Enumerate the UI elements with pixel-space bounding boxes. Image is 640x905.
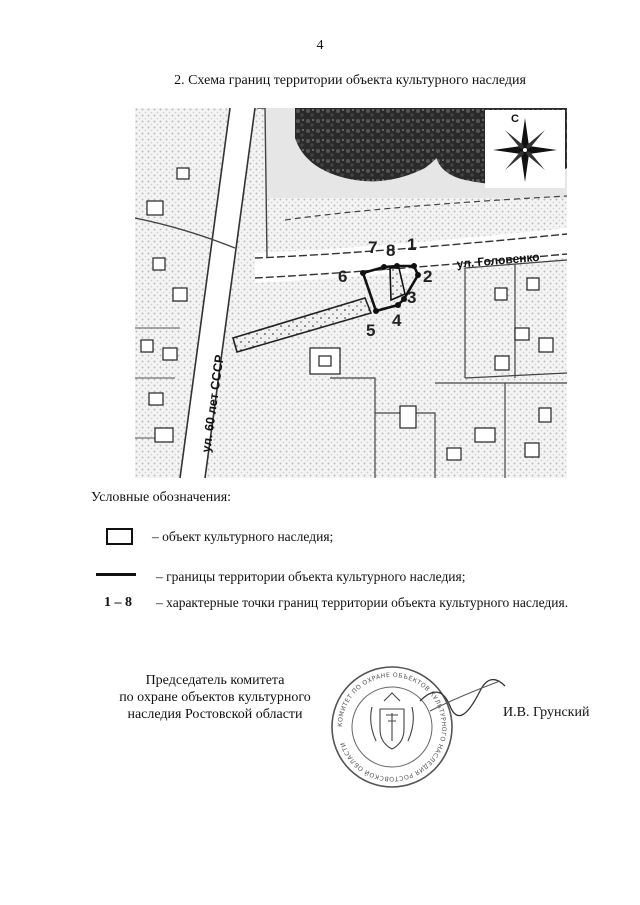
signatory-position-line: Председатель комитета	[145, 673, 285, 688]
signatory-position-line: наследия Ростовской области	[127, 707, 303, 722]
street-label-golovenko: ул. Головенко	[456, 249, 541, 271]
boundary-point-label: 3	[407, 288, 417, 307]
legend-heading: Условные обозначения:	[91, 490, 232, 505]
coat-of-arms-icon	[371, 693, 414, 749]
page-number: 4	[316, 38, 324, 53]
legend-points-text: – характерные точки границ территории объекта культурного наследия.	[156, 595, 569, 610]
compass-north-label: С	[511, 113, 519, 125]
boundary-point-label: 5	[366, 321, 376, 340]
boundary-point-label: 6	[338, 267, 348, 286]
boundary-point-label: 1	[407, 235, 417, 254]
boundary-point-label: 8	[386, 241, 396, 260]
legend-heritage-object-symbol	[106, 528, 133, 545]
signatory-name: И.В. Грунский	[503, 705, 590, 720]
legend-points-range: 1 – 8	[104, 595, 132, 610]
official-seal	[328, 663, 456, 791]
legend-heritage-object-text: – объект культурного наследия;	[152, 529, 334, 544]
boundary-point-label: 7	[368, 238, 378, 257]
street-label-60-let-sssr: ул. 60 лет СССР	[199, 353, 227, 454]
signatory-position	[100, 672, 330, 723]
seal-text: КОМИТЕТ ПО ОХРАНЕ ОБЪЕКТОВ КУЛЬТУРНОГО НАСЛЕДИЯ РОСТОВСКОЙ ОБЛАСТИ	[336, 671, 448, 783]
boundary-point-label: 4	[392, 311, 402, 330]
legend-boundary-line-symbol	[96, 573, 136, 576]
boundary-point-label: 2	[423, 267, 433, 286]
signatory-position-line: по охране объектов культурного	[119, 690, 311, 705]
site-map	[135, 108, 567, 478]
section-title: 2. Схема границ территории объекта культурного наследия	[174, 73, 526, 88]
legend-boundary-line-text: – границы территории объекта культурного наследия;	[156, 569, 466, 584]
